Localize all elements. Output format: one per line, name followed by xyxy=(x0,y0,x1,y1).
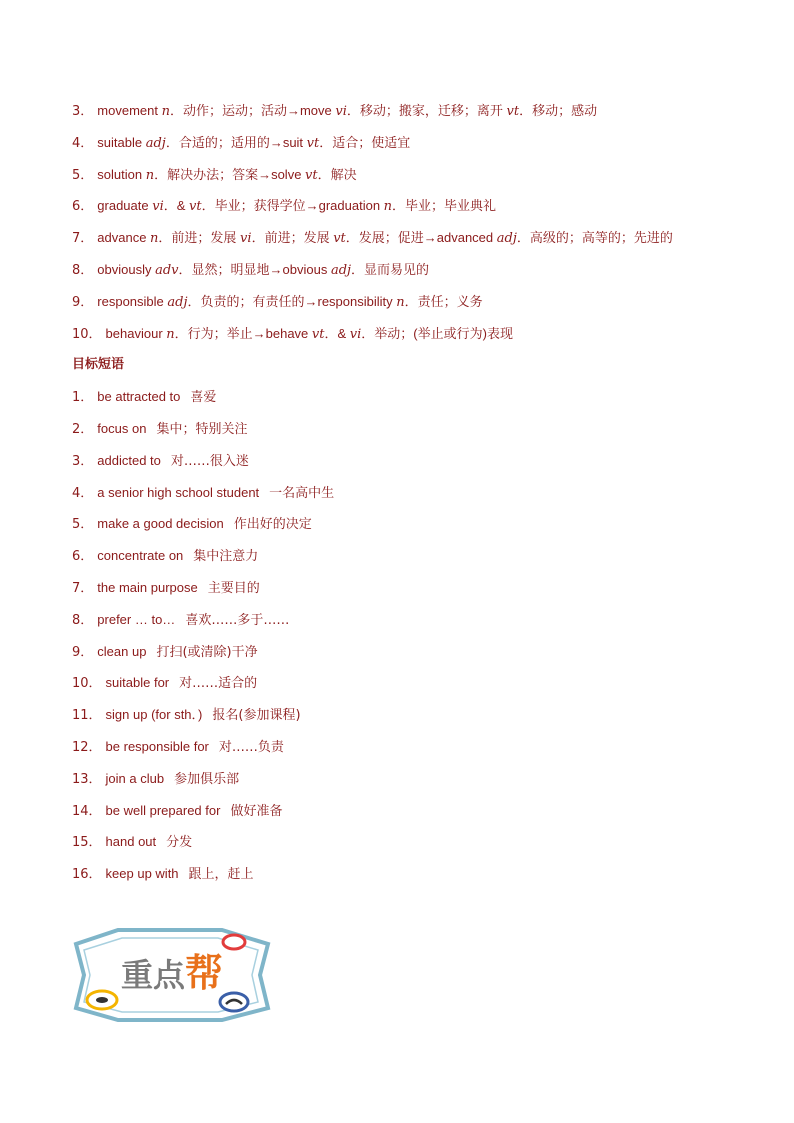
phrase-english: the main purpose xyxy=(97,579,198,595)
vocab-number: 7． xyxy=(72,231,94,247)
phrase-number: 10． xyxy=(72,676,102,692)
phrase-english: concentrate on xyxy=(97,548,184,564)
badge-dot-blue xyxy=(220,993,248,1011)
phrase-item xyxy=(72,575,752,607)
part-of-speech: vt xyxy=(306,135,320,151)
phrase-chinese: 作出好的决定 xyxy=(233,517,312,533)
phrase-chinese: 参加俱乐部 xyxy=(174,771,240,787)
phrase-english: be well prepared for xyxy=(105,802,221,818)
phrase-item xyxy=(72,670,752,702)
vocab-item xyxy=(72,225,752,257)
phrase-item xyxy=(72,543,752,575)
phrase-item xyxy=(72,734,752,766)
part-of-speech: vi xyxy=(240,231,252,247)
vocab-text: ．& xyxy=(324,325,350,341)
vocab-text: ．移动；搬家，迁移；离开 xyxy=(346,103,507,118)
phrase-item xyxy=(72,480,752,512)
phrase-number: 2． xyxy=(72,421,94,437)
phrase-item xyxy=(72,448,752,480)
part-of-speech: n xyxy=(145,167,155,183)
vocab-text: ．移动；感动 xyxy=(519,103,598,118)
phrase-number: 16． xyxy=(72,867,102,883)
phrase-number: 15． xyxy=(72,835,102,851)
part-of-speech: vi xyxy=(152,199,164,215)
phrase-english: clean up xyxy=(97,643,147,659)
phrase-english: a senior high school student xyxy=(97,484,260,500)
phrase-chinese: 主要目的 xyxy=(207,580,260,596)
phrase-number: 4． xyxy=(72,485,94,501)
phrase-number: 7． xyxy=(72,580,94,596)
phrase-item xyxy=(72,766,752,798)
vocab-text: ．毕业；毕业典礼 xyxy=(392,198,497,214)
phrase-item xyxy=(72,511,752,543)
vocab-text: ．动作；运动；活动→move xyxy=(169,103,336,118)
phrase-item xyxy=(72,607,752,639)
phrase-chinese: 对……适合的 xyxy=(179,676,258,692)
phrase-item xyxy=(72,639,752,671)
part-of-speech: n xyxy=(383,199,393,215)
zhongdianbang-badge xyxy=(72,928,272,1022)
phrase-english: be attracted to xyxy=(97,389,181,405)
vocab-item xyxy=(72,162,752,194)
phrase-item xyxy=(72,702,752,734)
phrase-chinese: 对……很入迷 xyxy=(170,453,249,469)
phrase-english: prefer … to… xyxy=(97,611,176,627)
badge-title: 重点帮 xyxy=(120,950,224,995)
phrase-number: 8． xyxy=(72,612,94,628)
vocabulary-list xyxy=(72,98,752,352)
phrase-number: 9． xyxy=(72,644,94,660)
vocab-item xyxy=(72,289,752,321)
part-of-speech: vi xyxy=(349,326,362,342)
vocab-text: ．负责的；有责任的→responsibility xyxy=(187,293,397,309)
phrase-chinese: 报名(参加课程) xyxy=(212,708,301,724)
phrase-english: addicted to xyxy=(97,452,161,468)
part-of-speech: adj xyxy=(496,231,517,247)
vocab-text: movement xyxy=(97,103,162,118)
vocab-text: ．发展；促进→advanced xyxy=(345,230,497,246)
phrase-number: 12． xyxy=(72,739,102,755)
phrase-chinese: 打扫(或清除)干净 xyxy=(156,644,258,660)
vocab-item xyxy=(72,321,752,353)
part-of-speech: vt xyxy=(305,167,318,183)
part-of-speech: n xyxy=(166,326,175,342)
vocab-number: 6． xyxy=(72,199,94,215)
phrase-chinese: 喜欢……多于…… xyxy=(185,612,290,628)
phrase-chinese: 分发 xyxy=(166,835,193,851)
part-of-speech: adj xyxy=(167,294,188,310)
phrase-english: be responsible for xyxy=(105,738,209,754)
part-of-speech: n xyxy=(396,294,405,310)
phrase-chinese: 集中；特别关注 xyxy=(156,421,248,437)
vocab-text: solution xyxy=(97,166,146,182)
phrase-number: 3． xyxy=(72,453,94,469)
phrase-chinese: 对……负责 xyxy=(218,739,284,755)
phrase-number: 11． xyxy=(72,708,102,724)
vocab-item xyxy=(72,257,752,289)
phrase-item xyxy=(72,384,752,416)
vocab-text: ．前进；发展 xyxy=(251,230,334,246)
document-body xyxy=(72,98,752,893)
vocab-text: ．解决 xyxy=(317,166,357,182)
vocab-text: ．& xyxy=(163,198,190,214)
vocab-text: ．前进；发展 xyxy=(158,230,241,246)
phrase-number: 5． xyxy=(72,517,94,533)
vocab-number: 8． xyxy=(72,262,94,278)
vocab-text: ．毕业；获得学位→graduation xyxy=(201,198,384,214)
vocab-number: 9． xyxy=(72,294,94,310)
vocab-text: obviously xyxy=(97,261,156,277)
vocab-text: ．举动；(举止或行为)表现 xyxy=(361,325,513,341)
vocab-text: advance xyxy=(97,230,151,246)
phrase-chinese: 跟上，赶上 xyxy=(188,867,254,883)
phrase-english: suitable for xyxy=(105,675,170,691)
vocab-number: 4． xyxy=(72,135,94,151)
part-of-speech: adj xyxy=(145,135,166,151)
part-of-speech: n xyxy=(161,104,170,119)
part-of-speech: vt xyxy=(506,104,520,119)
phrase-english: sign up (for sth．) xyxy=(105,707,203,723)
vocab-item xyxy=(72,193,752,225)
phrase-number: 14． xyxy=(72,803,102,819)
vocab-number: 3． xyxy=(72,104,94,119)
phrase-english: focus on xyxy=(97,420,147,436)
phrase-item xyxy=(72,798,752,830)
vocab-item xyxy=(72,98,752,130)
phrase-number: 1． xyxy=(72,390,94,406)
phrase-english: join a club xyxy=(105,770,165,786)
phrase-english: make a good decision xyxy=(97,516,224,532)
vocab-text: ．显而易见的 xyxy=(351,261,430,277)
vocab-text: responsible xyxy=(97,293,168,309)
part-of-speech: vt xyxy=(333,231,346,247)
part-of-speech: vt xyxy=(311,326,325,342)
vocab-text: ．合适的；适用的→suit xyxy=(165,134,307,150)
vocab-text: ．显然；明显地→obvious xyxy=(178,261,331,277)
vocab-text: ．高级的；高等的；先进的 xyxy=(516,230,673,246)
phrase-number: 6． xyxy=(72,549,94,565)
vocab-text: graduate xyxy=(97,198,153,214)
vocab-number: 5． xyxy=(72,167,94,183)
vocab-number: 10． xyxy=(72,326,102,342)
phrase-item xyxy=(72,416,752,448)
part-of-speech: adj xyxy=(330,262,352,278)
phrase-chinese: 喜爱 xyxy=(190,390,217,406)
phrase-chinese: 一名高中生 xyxy=(269,485,335,501)
vocab-text: ．行为；举止→behave xyxy=(174,325,312,341)
vocab-text: ．解决办法；答案→solve xyxy=(154,166,306,182)
part-of-speech: adv xyxy=(155,262,179,278)
phrase-english: hand out xyxy=(105,834,157,850)
phrase-chinese: 做好准备 xyxy=(230,803,283,819)
part-of-speech: vt xyxy=(189,199,202,215)
vocab-text: ．责任；义务 xyxy=(404,293,483,309)
phrases-heading: 目标短语 xyxy=(72,357,125,373)
vocab-text: behaviour xyxy=(105,325,167,341)
badge-dot-red xyxy=(223,935,245,949)
phrase-number: 13． xyxy=(72,771,102,787)
part-of-speech: n xyxy=(150,231,159,247)
part-of-speech: vi xyxy=(335,104,347,119)
phrase-item xyxy=(72,829,752,861)
vocab-text: suitable xyxy=(97,134,146,150)
phrase-chinese: 集中注意力 xyxy=(193,549,259,565)
vocab-text: ．适合；使适宜 xyxy=(319,134,411,150)
phrase-item xyxy=(72,861,752,893)
phrase-list xyxy=(72,384,752,893)
phrase-english: keep up with xyxy=(105,866,179,882)
vocab-item xyxy=(72,130,752,162)
